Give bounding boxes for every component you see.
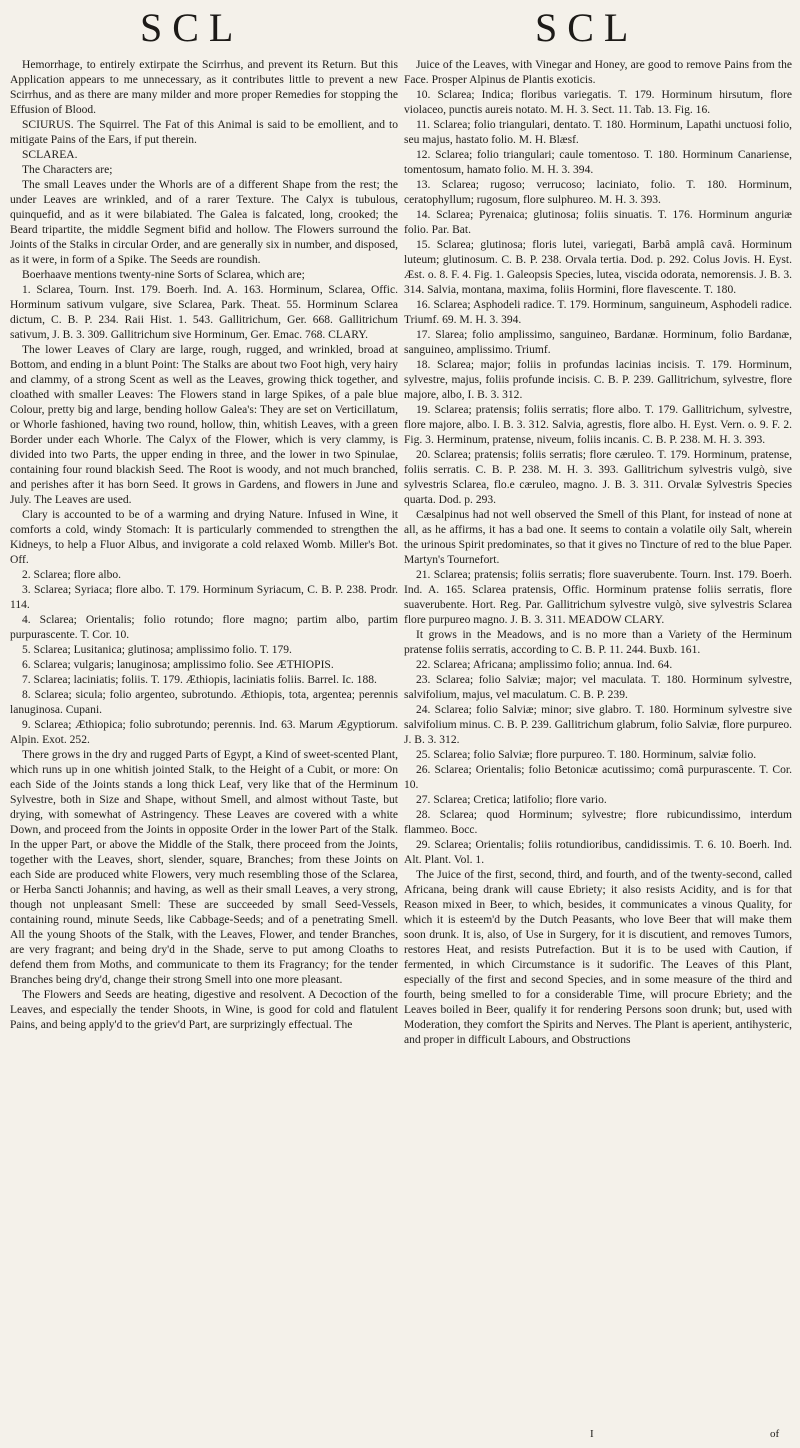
paragraph: 2. Sclarea; flore albo. bbox=[22, 569, 122, 581]
paragraph: Cæsalpinus had not well observed the Smell of this Plant, for instead of none at all, as he affirms, it has a bad one. It seems to contain a volatile oily Salt, wherein the urinous Spirit predominates, so that it gives no Tincture of red to the blue Paper. Martyn's Tournefort. bbox=[404, 509, 792, 566]
paragraph: 27. Sclarea; Cretica; latifolio; flore vario. bbox=[416, 794, 607, 806]
paragraph: 23. Sclarea; folio Salviæ; major; vel maculata. T. 180. Horminum sylvestre, salvifolium, majus, vel maculatum. C. B. P. 239. bbox=[404, 674, 792, 701]
paragraph: 6. Sclarea; vulgaris; lanuginosa; amplissimo folio. See ÆTHIOPIS. bbox=[22, 659, 334, 671]
catchword: of bbox=[770, 1428, 780, 1440]
paragraph: 18. Sclarea; major; foliis in profundas lacinias incisis. T. 179. Horminum, sylvestre, majus, foliis profunde incisis. C. B. P. 239. Gallitrichum, sylvestre, flore majore, albo, I. B. 3. 312. bbox=[404, 359, 792, 401]
header-left: SCL bbox=[140, 5, 244, 50]
paragraph: 1. Sclarea, Tourn. Inst. 179. Boerh. Ind. A. 163. Horminum, Sclarea, Offic. Horminum sativum vulgare, sive Sclarea, Park. Theat. 55. Horminum Sclarea dictum, C. B. P. 234. Raii Hist. 1. 543. Gallitrichum, Ger. 668. Gallitrichum sativum, J. B. 3. 309. Gallitrichum sive Horminum, Ger. Emac. 768. CLARY. bbox=[10, 284, 398, 341]
paragraph: 8. Sclarea; sicula; folio argenteo, subrotundo. Æthiopis, tota, argentea; perennis lanuginosa. Cupani. bbox=[10, 689, 398, 716]
paragraph: 11. Sclarea; folio triangulari, dentato. T. 180. Horminum, Lapathi unctuosi folio, seu majus, hastato folio. M. H. Blæsf. bbox=[404, 119, 792, 146]
header-right: SCL bbox=[535, 5, 639, 50]
paragraph: It grows in the Meadows, and is no more than a Variety of the Herminum pratense foliis serratis, according to C. B. P. 11. 244. Buxb. 161. bbox=[404, 629, 792, 656]
paragraph: SCLAREA. bbox=[22, 149, 78, 161]
paragraph: 13. Sclarea; rugoso; verrucoso; laciniato, folio. T. 180. Horminum, ceratophyllum; rugosum, flore sulphureo. M. H. 3. 393. bbox=[404, 179, 792, 206]
paragraph: 22. Sclarea; Africana; amplissimo folio; annua. Ind. 64. bbox=[416, 659, 673, 671]
paragraph: The Juice of the first, second, third, and fourth, and of the twenty-second, called Africana, being drank will cause Ebriety; it also resists Acidity, and is for that Reason mixed in Beer, to which, besides, it communicates a vinous Quality, for which it is esteem'd by the Dutch Peasants, who love Beer that will make them soon drunk. It is, also, of Use in Surgery, for it is discutient, and removes Tumors, restores Heat, and resists Putrefaction. But it is to be used with Caution, if fermented, in which Circumstance is it sudorific. The Leaves of this Plant, especially of the first and second Species, and in some measure of the third and fourth, being smelled to for a considerable Time, will procure Ebriety; and the Leaves boiled in Beer, qualify it for rendering Persons soon drunk; but, used with Moderation, they comfort the Spirits and Nerves. The Plant is aperient, antihysteric, and proper in difficult Labours, and Obstructions bbox=[404, 869, 792, 1046]
paragraph: Clary is accounted to be of a warming and drying Nature. Infused in Wine, it comforts a cold, windy Stomach: It is particularly commended to strengthen the Kidneys, to help a Fluor Albus, and invigorate a cold relaxed Womb. Miller's Bot. Off. bbox=[10, 509, 398, 566]
paragraph: 29. Sclarea; Orientalis; foliis rotundioribus, candidissimis. T. 6. 10. Boerh. Ind. Alt. Plant. Vol. 1. bbox=[404, 839, 792, 866]
paragraph: 19. Sclarea; pratensis; foliis serratis; flore albo. T. 179. Gallitrichum, sylvestre, flore majore, albo. I. B. 3. 312. Salvia, agrestis, flore albo. H. Eyst. Vern. o. 9. F. 2. Fig. 3. Herminum, pratense, niveum, foliis incanis. C. B. P. 238. M. H. 3. 393. bbox=[404, 404, 792, 446]
paragraph: 16. Sclarea; Asphodeli radice. T. 179. Horminum, sanguineum, Asphodeli radice. Triumf. 69. M. H. 3. 394. bbox=[404, 299, 792, 326]
paragraph: 12. Sclarea; folio triangulari; caule tomentoso. T. 180. Horminum Canariense, tomentosum, hamato folio. M. H. 3. 394. bbox=[404, 149, 792, 176]
paragraph: 21. Sclarea; pratensis; foliis serratis; flore suaverubente. Tourn. Inst. 179. Boerh. Ind. A. 165. Sclarea pratensis, Offic. Horminum pratense foliis serratis, flore suaverubente. Hort. Reg. Par. Gallitrichum sylvestre vulgò, sive sylvestris Sclarea flore purpureo magno. J. B. 3. 311. MEADOW CLARY. bbox=[404, 569, 792, 626]
paragraph: 3. Sclarea; Syriaca; flore albo. T. 179. Horminum Syriacum, C. B. P. 238. Prodr. 114. bbox=[10, 584, 398, 611]
paragraph: 14. Sclarea; Pyrenaica; glutinosa; foliis sinuatis. T. 176. Horminum anguriæ folio. Par. Bat. bbox=[404, 209, 792, 236]
paragraph: Hemorrhage, to entirely extirpate the Scirrhus, and prevent its Return. But this Application appears to me unnecessary, as it contributes little to prevent a new Scirrhus, and as there are many milder and more proper Remedies for stopping the Effusion of Blood. bbox=[10, 59, 398, 116]
paragraph: 15. Sclarea; glutinosa; floris lutei, variegati, Barbâ amplâ cavâ. Horminum luteum; glutinosum. C. B. P. 238. Orvala tertia. Dod. p. 292. Colus Jovis. H. Eyst. Æst. o. 8. F. 4. Fig. 1. Galeopsis Species, lutea, viscida odorata, nemorensis. J. B. 3. 314. Salvia, montana, maxima, foliis Hormini, flore flavescente. T. 180. bbox=[404, 239, 792, 296]
paragraph: Juice of the Leaves, with Vinegar and Honey, are good to remove Pains from the Face. Prosper Alpinus de Plantis exoticis. bbox=[404, 59, 792, 86]
right-column bbox=[404, 58, 792, 1048]
paragraph: 4. Sclarea; Orientalis; folio rotundo; flore magno; partim albo, partim purpurascente. T. Cor. 10. bbox=[10, 614, 398, 641]
paragraph: The lower Leaves of Clary are large, rough, rugged, and wrinkled, broad at Bottom, and ending in a blunt Point: The Stalks are about two Foot high, very hairy and clammy, of a strong Scent as well as the Leaves, growing thick together, and cloathed with smaller Leaves: The Flowers stand in large Spikes, of a pale blue Colour, pretty big and large, bending hollow Galea's: They are set on Verticillatum, or Whorle fashioned, having two round, hollow, thin, whitish Leaves, with a green Border under each Whorle. The Calyx of the Flower, which is very clammy, is divided into two Parts, the upper ending in three, and the lower in two Spinulae, containing four round blackish Seed. The Root is woody, and not much branched, and perishes after it has born Seed. It grows in Gardens, and flowers in June and July. The Leaves are used. bbox=[10, 344, 398, 506]
paragraph: 26. Sclarea; Orientalis; folio Betonicæ acutissimo; comâ purpurascente. T. Cor. 10. bbox=[404, 764, 792, 791]
paragraph: The small Leaves under the Whorls are of a different Shape from the rest; the under Leaves are wrinkled, and of a rarer Texture. The Calyx is tubulous, quinquefid, and as it were bilabiated. The Galea is falcated, long, crooked; the Beard tripartite, the middle Segment bifid and hollow. The Flowers surround the Joints of the Stalks in circular Order, and are generally six in number, and disposed, as it were, in form of a Spike. The Seeds are roundish. bbox=[10, 179, 398, 266]
signature-mark: I bbox=[590, 1428, 594, 1440]
paragraph: Boerhaave mentions twenty-nine Sorts of Sclarea, which are; bbox=[22, 269, 305, 281]
paragraph: 28. Sclarea; quod Horminum; sylvestre; flore rubicundissimo, interdum flammeo. Bocc. bbox=[404, 809, 792, 836]
paragraph: There grows in the dry and rugged Parts of Egypt, a Kind of sweet-scented Plant, which runs up in one whitish jointed Stalk, to the Height of a Cubit, or more: On each Side of the Joints stands a long thick Leaf, very like that of the Herminum Sylvestre, both in Size and Shape, without Smell, and almost without Taste, but drying, with somewhat of Astringency. These Leaves are covered with a white Down, and proceed from the Joints in opposite Order in the lower Part of the Stalk. In the upper Part, or above the Middle of the Stalk, there proceed from the Joints, together with the Leaves, short, slender, square, Branches; from these Joints on each Side are produced white Flowers, very much resembling those of the Sclarea, or Herba Sancti Johannis; and having, as well as their small Leaves, a very strong, though not unpleasant Smell: These are succeeded by small Seed-Vessels, containing round, minute Seeds, like Cabbage-Seeds; and of a penetrating Smell. All the young Shoots of the Stalk, with the Leaves, Flower, and tender Branches, are very fragrant; and being dry'd in the Shade, serve to put among Cloaths to defend them from Moths, and communicate to them its Fragrancy; for the tender Branches being dry'd, change their strong Smell into one more pleasant. bbox=[10, 749, 398, 986]
running-header bbox=[0, 4, 800, 60]
paragraph: 7. Sclarea; laciniatis; foliis. T. 179. Æthiopis, laciniatis foliis. Barrel. Ic. 188. bbox=[22, 674, 377, 686]
paragraph: 20. Sclarea; pratensis; foliis serratis; flore cæruleo. T. 179. Horminum, pratense, foliis serratis. C. B. P. 238. M. H. 3. 393. Gallitrichum sylvestris vulgò, sive sylvestris Sclarea, flo.e cæruleo, magno. J. B. 3. 311. Orvalæ Sylvestris Species quarta. Dod. p. 293. bbox=[404, 449, 792, 506]
paragraph: 25. Sclarea; folio Salviæ; flore purpureo. T. 180. Horminum, salviæ folio. bbox=[416, 749, 757, 761]
paragraph: 5. Sclarea; Lusitanica; glutinosa; amplissimo folio. T. 179. bbox=[22, 644, 292, 656]
paragraph: SCIURUS. The Squirrel. The Fat of this Animal is said to be emollient, and to mitigate Pains of the Ears, if put therein. bbox=[10, 119, 398, 146]
paragraph: 9. Sclarea; Æthiopica; folio subrotundo; perennis. Ind. 63. Marum Ægyptiorum. Alpin. Exot. 252. bbox=[10, 719, 398, 746]
paragraph: 17. Slarea; folio amplissimo, sanguineo, Bardanæ. Horminum, folio Bardanæ, sanguineo, amplissimo. Triumf. bbox=[404, 329, 792, 356]
paragraph: 24. Sclarea; folio Salviæ; minor; sive glabro. T. 180. Horminum sylvestre sive salvifolium minus. C. B. P. 239. Gallitrichum glabrum, folio Salviæ, flore purpureo. J. B. 3. 312. bbox=[404, 704, 792, 746]
left-column bbox=[10, 58, 398, 1033]
paragraph: The Flowers and Seeds are heating, digestive and resolvent. A Decoction of the Leaves, and especially the tender Shoots, in Wine, is good for cold and flatulent Pains, and being apply'd to the griev'd Part, are surprizingly effectual. The bbox=[10, 989, 398, 1031]
paragraph: The Characters are; bbox=[22, 164, 113, 176]
paragraph: 10. Sclarea; Indica; floribus variegatis. T. 179. Horminum hirsutum, flore violaceo, punctis aureis notato. M. H. 3. Sect. 11. Tab. 13. Fig. 16. bbox=[404, 89, 792, 116]
